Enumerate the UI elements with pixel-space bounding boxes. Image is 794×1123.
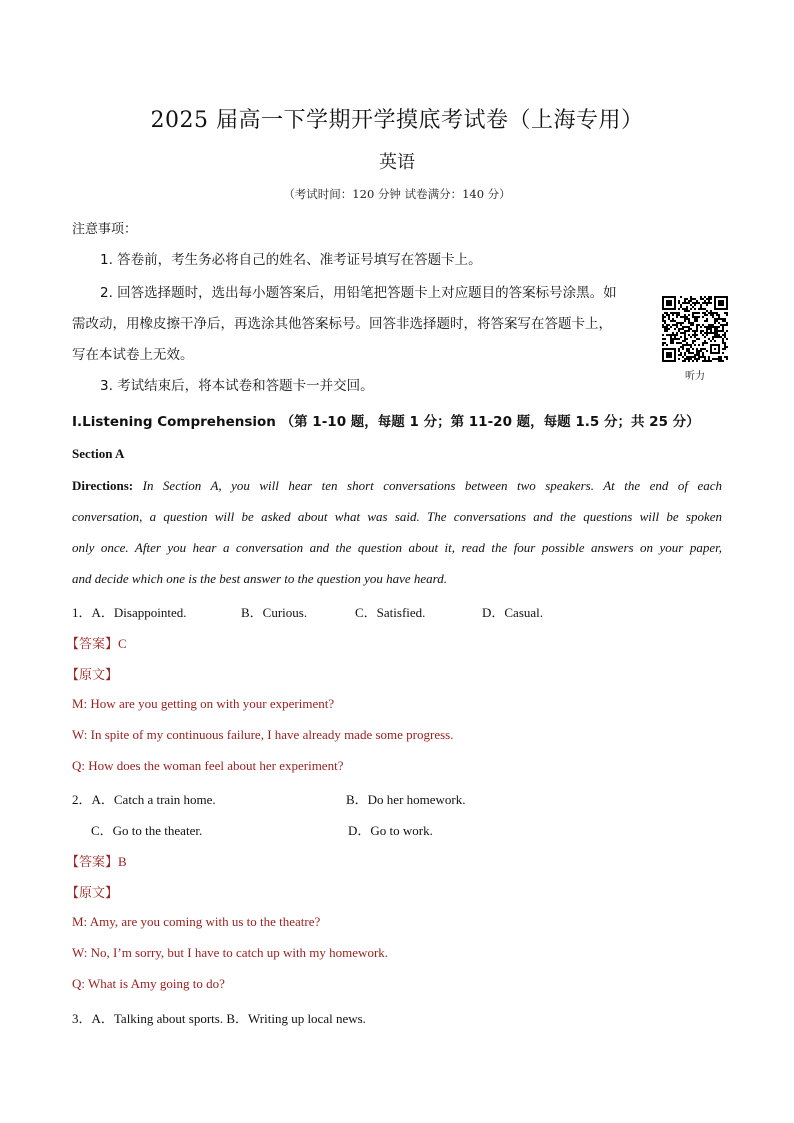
- q1-answer-tag: 【答案】: [66, 637, 119, 652]
- section-heading-en: I.Listening Comprehension: [72, 414, 276, 430]
- directions-label: Directions:: [72, 478, 134, 493]
- notice-item-3: 3. 考试结束后，将本试卷和答题卡一并交回。: [100, 378, 374, 394]
- section-heading-cn: （第 1-10 题，每题 1 分；第 11-20 题，每题 1.5 分；共 25 分）: [280, 414, 700, 430]
- qr-label: 听力: [685, 371, 705, 382]
- q2-option-a: 2．A．Catch a train home.: [72, 792, 216, 807]
- qr-code-icon[interactable]: [662, 296, 728, 362]
- q1-script-m: M: How are you getting on with your experiment?: [72, 696, 335, 711]
- q1-answer: [66, 633, 127, 652]
- q2-option-b: B．Do her homework.: [346, 792, 466, 807]
- notice-item-1: 1. 答卷前，考生务必将自己的姓名、准考证号填写在答题卡上。: [100, 252, 482, 268]
- directions-line-1: [72, 478, 722, 494]
- q2-script-w: W: No, I’m sorry, but I have to catch up with my homework.: [72, 945, 389, 960]
- directions-line-4: and decide which one is the best answer to the question you have heard.: [72, 571, 448, 586]
- q2-script-q: Q: What is Amy going to do?: [72, 976, 225, 991]
- notice-item-2-line-1: 2. 回答选择题时，选出每小题答案后，用铅笔把答题卡上对应题目的答案标号涂黑。如: [100, 285, 617, 301]
- q1-option-d: D．Casual.: [482, 605, 544, 620]
- q1-script-q: Q: How does the woman feel about her experiment?: [72, 758, 344, 773]
- directions-line-2: conversation, a question will be asked about what was said. The conversations and the questions will be spoken: [72, 509, 722, 524]
- notice-item-2-line-3: 写在本试卷上无效。: [72, 347, 194, 363]
- q2-answer-value: B: [118, 854, 127, 869]
- q2-answer: [66, 851, 127, 870]
- time-info: （考试时间：120 分钟 试卷满分：140 分）: [283, 187, 511, 201]
- q1-option-c: C．Satisfied.: [355, 605, 426, 620]
- q2-script-tag: 【原文】: [66, 886, 119, 901]
- q3-options-ab: 3．A．Talking about sports. B．Writing up local news.: [72, 1011, 366, 1026]
- directions-line-3: only once. After you hear a conversation and the question about it, read the four possible answers on your paper,: [72, 540, 722, 555]
- notice-heading: 注意事项：: [72, 222, 138, 237]
- q2-option-d: D．Go to work.: [348, 823, 433, 838]
- q2-script-m: M: Amy, are you coming with us to the theatre?: [72, 914, 321, 929]
- q2-answer-tag: 【答案】: [66, 855, 119, 870]
- directions-text-1: In Section A, you will hear ten short conversations between two speakers. At the end of each: [142, 478, 722, 493]
- q1-answer-value: C: [118, 636, 127, 651]
- section-heading: [72, 410, 700, 430]
- q2-option-c: C．Go to the theater.: [91, 823, 203, 838]
- subject-title: 英语: [379, 152, 415, 173]
- q1-script-w: W: In spite of my continuous failure, I have already made some progress.: [72, 727, 454, 742]
- q1-option-b: B．Curious.: [241, 605, 308, 620]
- notice-item-2-line-2: 需改动，用橡皮擦干净后，再选涂其他答案标号。回答非选择题时，将答案写在答题卡上，: [72, 316, 612, 332]
- q1-option-a: 1．A．Disappointed.: [72, 605, 187, 620]
- section-a-label: Section A: [72, 446, 125, 461]
- exam-title: 2025 届高一下学期开学摸底考试卷（上海专用）: [150, 108, 644, 133]
- q1-script-tag: 【原文】: [66, 668, 119, 683]
